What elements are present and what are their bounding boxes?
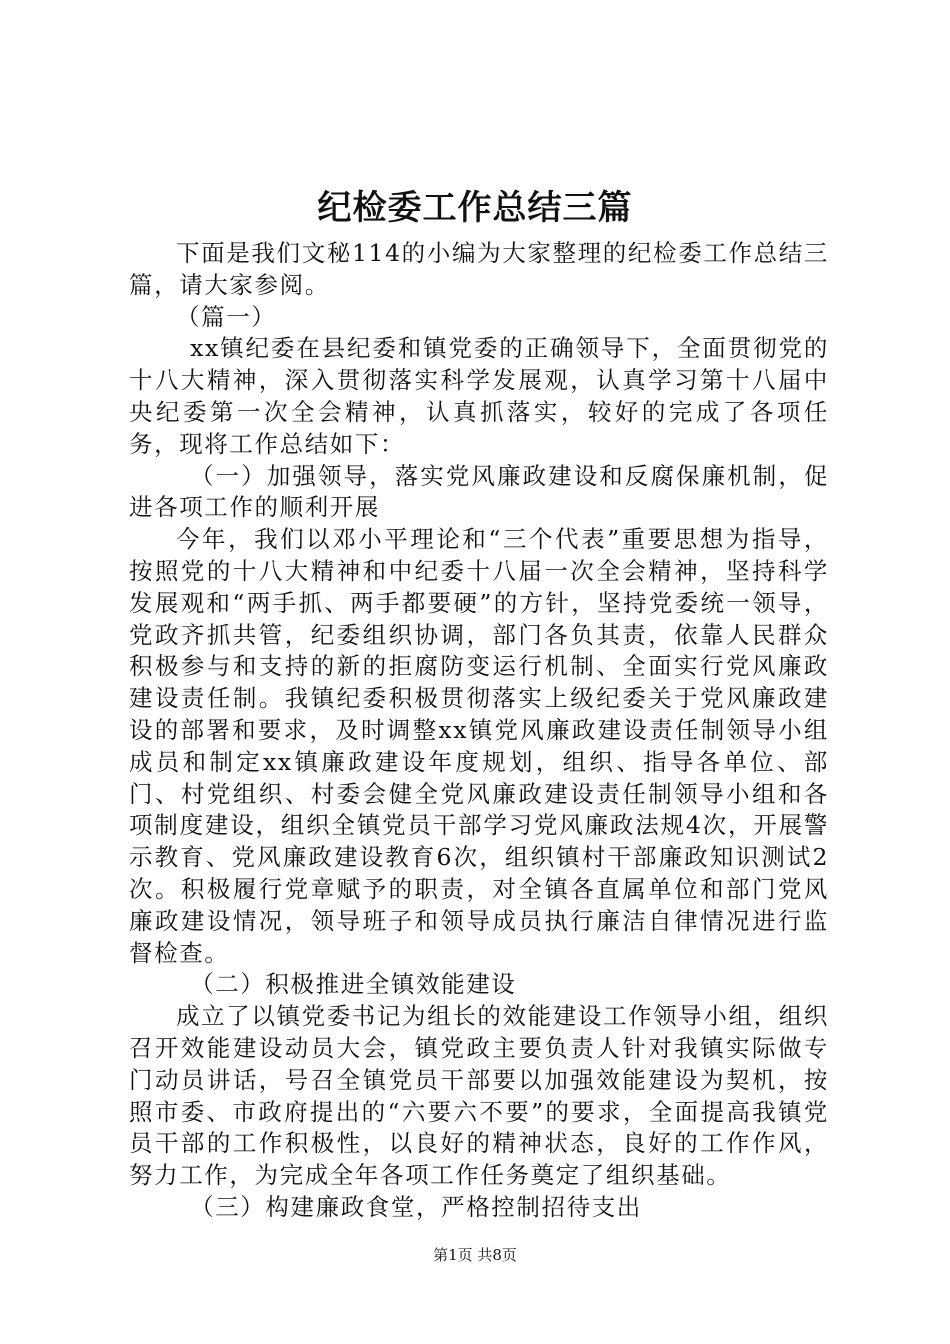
intro-paragraph: 下面是我们文秘114的小编为大家整理的纪检委工作总结三篇，请大家参阅。 — [129, 239, 829, 299]
document-title: 纪检委工作总结三篇 — [317, 188, 633, 228]
paragraph-leadership: 今年，我们以邓小平理论和“三个代表”重要思想为指导，按照党的十八大精神和中纪委十八届一次全会精神，坚持科学发展观和“两手抓、两手都要硬”的方针，坚持党委统一领导，党政齐抓共管，纪委组织协调，部门各负其责，依靠人民群众积极参与和支持的新的拒腐防变运行机制、全面实行党风廉政建设责任制。我镇纪委积极贯彻落实上级纪委关于党风廉政建设的部署和要求，及时调整xx镇党风廉政建设责任制领导小组成员和制定xx镇廉政建设年度规划，组织、指导各单位、部门、村党组织、村委会健全党风廉政建设责任制领导小组和各项制度建设，组织全镇党员干部学习党风廉政法规4次，开展警示教育、党风廉政建设教育6次，组织镇村干部廉政知识测试2次。积极履行党章赋予的职责，对全镇各直属单位和部门党风廉政建设情况，领导班子和领导成员执行廉洁自律情况进行监督检查。 — [129, 525, 829, 967]
heading-one: （一）加强领导，落实党风廉政建设和反腐保廉机制，促进各项工作的顺利开展 — [129, 461, 829, 522]
heading-two: （二）积极推进全镇效能建设 — [190, 970, 517, 999]
page-footer: 第1页 共8页 — [433, 1246, 517, 1264]
paragraph-efficiency: 成立了以镇党委书记为组长的效能建设工作领导小组，组织召开效能建设动员大会，镇党政主要负责人针对我镇实际做专门动员讲话，号召全镇党员干部要以加强效能建设为契机，按照市委、市政府提出的“六要六不要”的要求，全面提高我镇党员干部的工作积极性，以良好的精神状态，良好的工作作风，努力工作，为完成全年各项工作任务奠定了组织基础。 — [129, 1002, 829, 1190]
document-body — [129, 238, 829, 1224]
section-label-part-one: （篇一） — [176, 302, 277, 331]
summary-paragraph: xx镇纪委在县纪委和镇党委的正确领导下，全面贯彻党的十八大精神，深入贯彻落实科学发展观，认真学习第十八届中央纪委第一次全会精神，认真抓落实，较好的完成了各项任务，现将工作总结如下： — [129, 334, 829, 458]
heading-three: （三）构建廉政食堂，严格控制招待支出 — [190, 1192, 642, 1221]
